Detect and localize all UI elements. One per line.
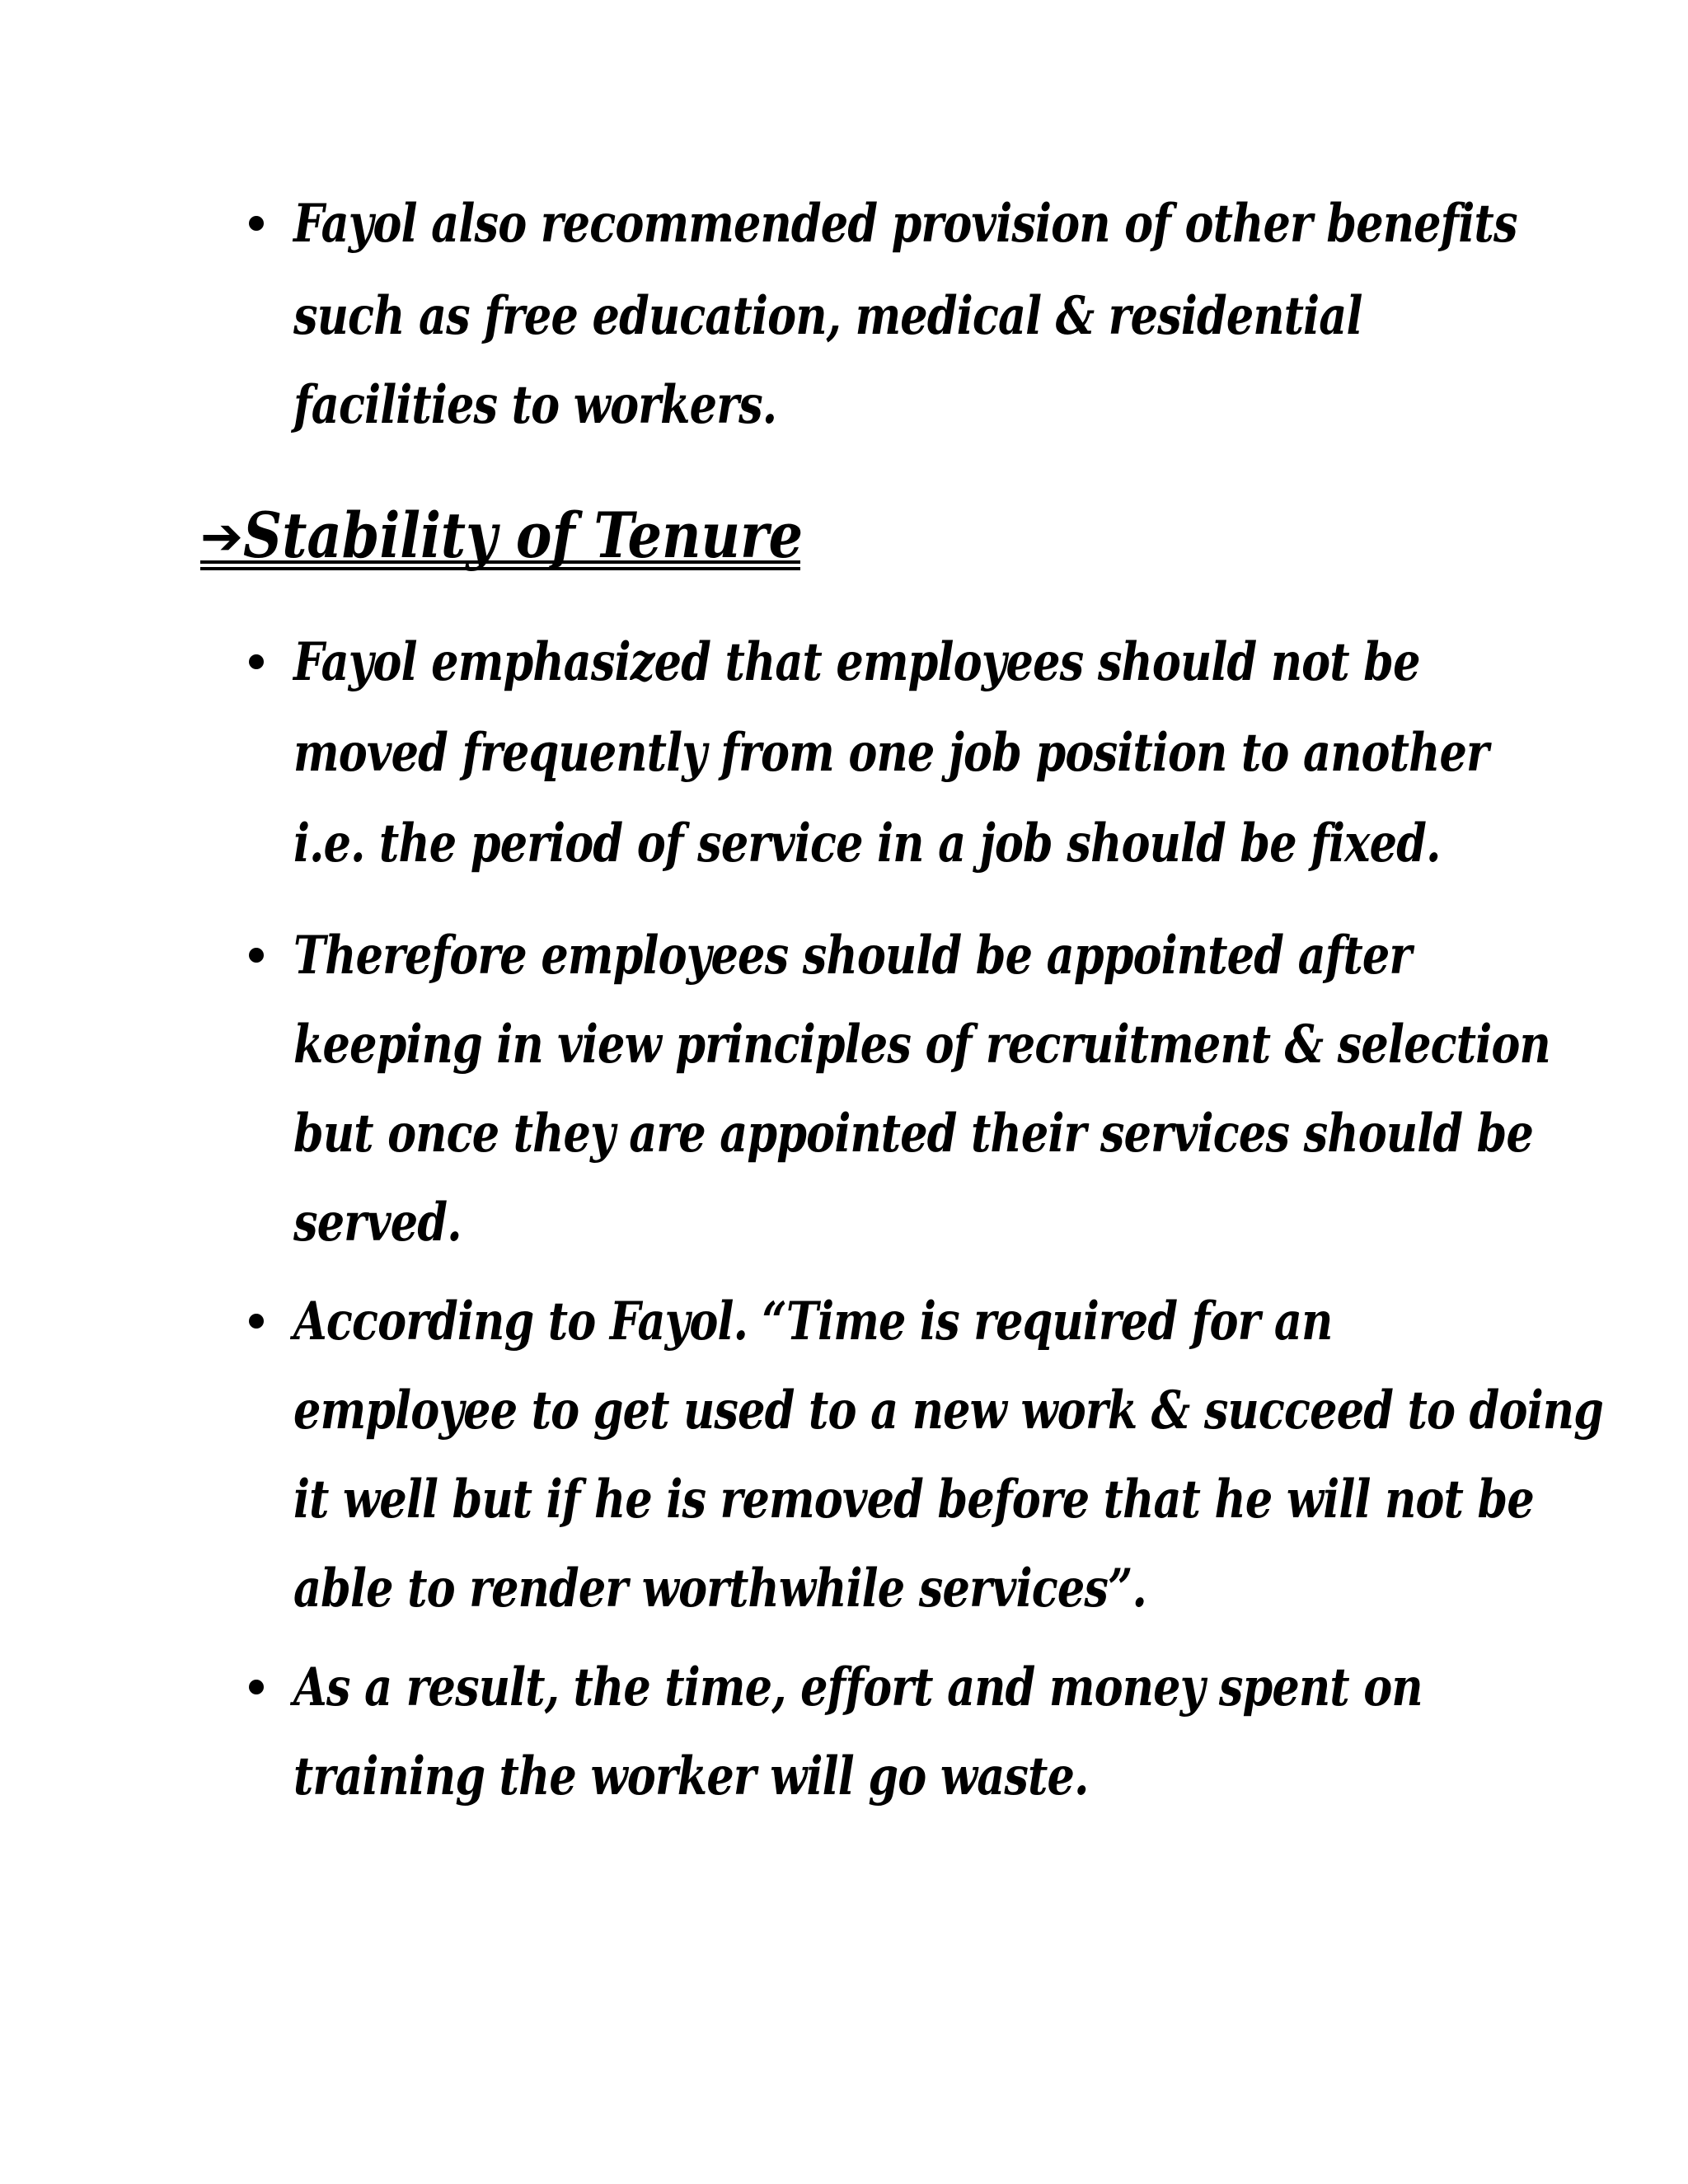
bullet-line: Therefore employees should be appointed after <box>293 925 1412 987</box>
bullet-line: training the worker will go waste. <box>293 1746 1089 1807</box>
bullet-icon <box>249 948 264 963</box>
bullet-icon <box>249 1314 264 1329</box>
bullet-line: According to Fayol. “Time is required for an <box>293 1291 1333 1352</box>
section-heading-text: Stability of Tenure <box>242 499 804 572</box>
bullet-line: As a result, the time, effort and money spent on <box>293 1657 1423 1718</box>
bullet-line: able to render worthwhile services”. <box>293 1558 1146 1619</box>
bullet-line: such as free education, medical & residential <box>293 285 1362 347</box>
bullet-line: Fayol emphasized that employees should not be <box>293 631 1420 693</box>
double-underline <box>200 560 800 570</box>
bullet-icon <box>249 1680 264 1694</box>
bullet-line: facilities to workers. <box>293 374 777 436</box>
bullet-line: Fayol also recommended provision of other benefits <box>293 193 1517 255</box>
bullet-line: but once they are appointed their services should be <box>293 1103 1534 1165</box>
section-heading <box>200 499 894 572</box>
bullet-line: moved frequently from one job position to another <box>293 722 1489 784</box>
bullet-icon <box>249 654 264 669</box>
arrow-right-icon: ➔ <box>200 506 243 566</box>
bullet-line: it well but if he is removed before that he will not be <box>293 1469 1534 1530</box>
bullet-line: employee to get used to a new work & succeed to doing <box>293 1380 1604 1441</box>
bullet-icon <box>249 216 264 231</box>
bullet-line: i.e. the period of service in a job should be fixed. <box>293 813 1441 874</box>
bullet-line: served. <box>293 1192 462 1254</box>
bullet-line: keeping in view principles of recruitment & selection <box>293 1014 1550 1076</box>
